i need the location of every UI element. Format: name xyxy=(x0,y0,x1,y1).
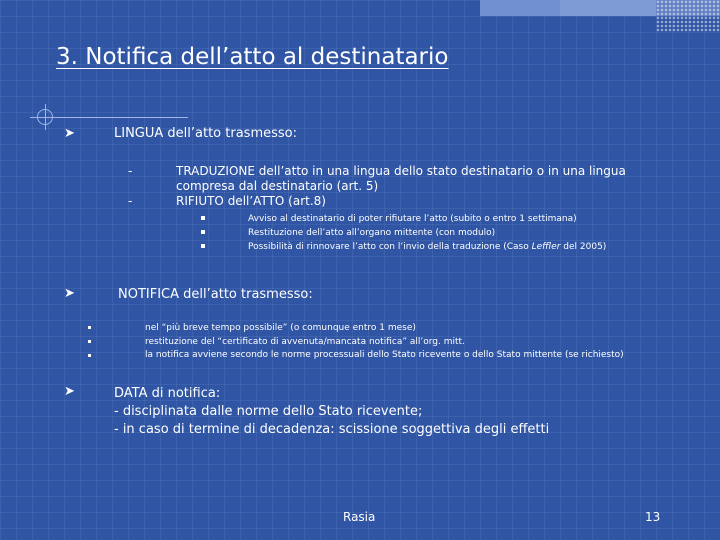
crosshair-circle xyxy=(37,109,53,125)
notifica-heading: NOTIFICA dell’atto trasmesso: xyxy=(118,287,313,302)
dash-bullet: - xyxy=(128,194,133,208)
square-bullet-icon xyxy=(88,340,91,343)
crosshair-horizontal-line xyxy=(30,117,188,118)
page-number: 13 xyxy=(645,510,661,524)
arrow-bullet-icon: ➤ xyxy=(64,384,75,399)
case-name: Leffler xyxy=(531,242,561,252)
lingua-heading: LINGUA dell’atto trasmesso: xyxy=(114,126,297,141)
lingua-sub-item-rinnovo xyxy=(248,241,606,253)
lingua-sub-item-restituzione: Restituzione dell’atto all’organo mittente (con modulo) xyxy=(248,228,496,238)
square-bullet-icon xyxy=(201,230,205,234)
slide-title: 3. Notifica dell’atto al destinatario xyxy=(56,44,449,70)
lingua-item-traduzione: TRADUZIONE dell’atto in una lingua dello stato destinatario o in una lingua xyxy=(176,164,626,178)
rinnovo-text-end: del 2005) xyxy=(560,242,607,252)
data-line-disciplinata: - disciplinata dalle norme dello Stato ricevente; xyxy=(114,404,423,419)
square-bullet-icon xyxy=(201,244,205,248)
data-line-decadenza: - in caso di termine di decadenza: scissione soggettiva degli effetti xyxy=(114,422,550,437)
lingua-item-rifiuto: RIFIUTO dell’ATTO (art.8) xyxy=(176,194,326,208)
notifica-item-restituzione: restituzione del “certificato di avvenuta/mancata notifica” all’org. mitt. xyxy=(145,337,465,347)
lingua-item-traduzione-cont: compresa dal destinatario (art. 5) xyxy=(176,179,379,193)
notifica-item-tempo: nel “più breve tempo possibile” (o comunque entro 1 mese) xyxy=(145,323,416,333)
square-bullet-icon xyxy=(88,326,91,329)
square-bullet-icon xyxy=(88,354,91,357)
arrow-bullet-icon: ➤ xyxy=(64,286,75,301)
square-bullet-icon xyxy=(201,216,205,220)
notifica-item-norme: la notifica avviene secondo le norme processuali dello Stato ricevente o dello Stato mittente (se richiesto) xyxy=(145,350,624,360)
header-dot-pattern xyxy=(656,0,720,32)
arrow-bullet-icon: ➤ xyxy=(64,126,75,141)
rinnovo-text: Possibilità di rinnovare l’atto con l’invio della traduzione (Caso xyxy=(248,242,532,252)
data-heading: DATA di notifica: xyxy=(114,386,221,401)
lingua-sub-item-avviso: Avviso al destinatario di poter rifiutare l’atto (subito o entro 1 settimana) xyxy=(248,214,577,224)
dash-bullet: - xyxy=(128,164,133,178)
footer-author: Rasia xyxy=(343,510,376,524)
